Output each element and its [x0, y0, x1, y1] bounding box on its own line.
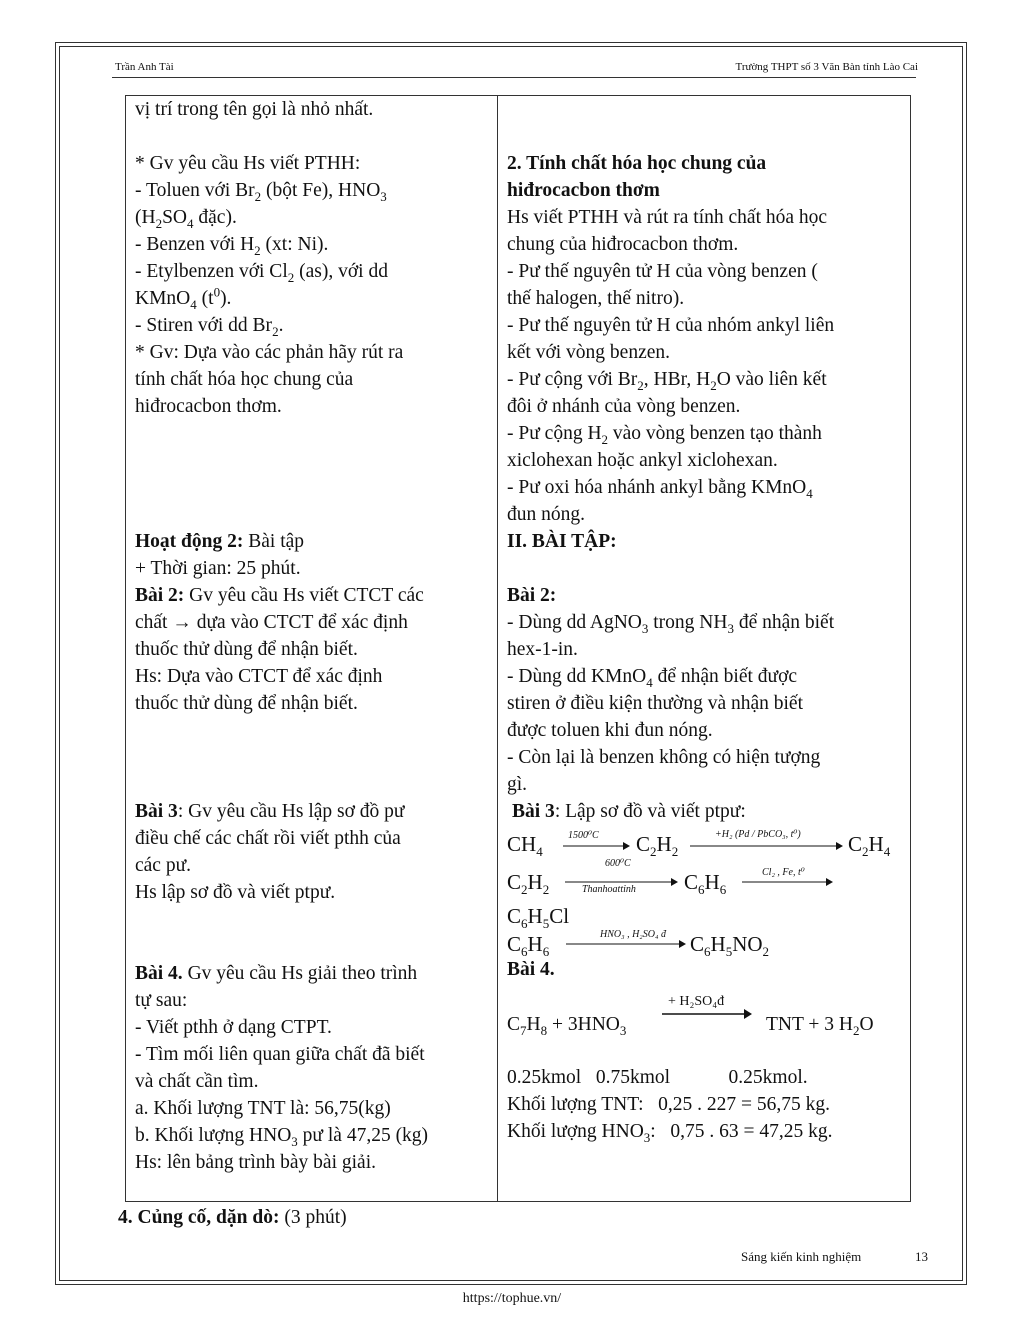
left-line: ($H_2SO_4$ đặc).: [135, 207, 237, 231]
left-line: + Thời gian: 25 phút.: [135, 558, 301, 579]
left-line: - Stiren với dd $Br_2$.: [135, 315, 284, 339]
right-line: Hs viết PTHH và rút ra tính chất hóa học: [507, 207, 828, 228]
left-line: thuốc thử dùng để nhận biết.: [135, 639, 358, 660]
left-line: Hs lập sơ đồ và viết ptpư.: [135, 882, 336, 903]
arrow-condition: Thanhoattinh: [582, 884, 636, 895]
formula-c6h6: $C_6H_6$: [684, 870, 727, 898]
left-line: các pư.: [135, 855, 192, 876]
left-line: Hs: lên bảng trình bày bài giải.: [135, 1152, 376, 1173]
right-line: đôi ở nhánh của vòng benzen.: [507, 396, 741, 417]
left-line: tính chất hóa học chung của: [135, 369, 354, 390]
right-line: stiren ở điều kiện thường và nhận biết: [507, 693, 804, 714]
formula-c2h4: $C_2H_4$: [848, 832, 891, 860]
right-line: - Pư thế nguyên tử H của nhóm ankyl liên: [507, 315, 835, 336]
left-line: Bài 2: Gv yêu cầu Hs viết CTCT các: [135, 585, 424, 606]
arrow-condition: 600⁰C: [605, 858, 631, 869]
reaction-arrow: [662, 1008, 754, 1020]
right-line: - Dùng dd KMnO$_4$ để nhận biết được: [507, 666, 798, 690]
left-line: Hs: Dựa vào CTCT để xác định: [135, 666, 383, 687]
right-line: Khối lượng TNT: 0,25 . 227 = 56,75 kg.: [507, 1094, 831, 1115]
left-line: - Viết pthh ở dạng CTPT.: [135, 1017, 332, 1038]
left-line: hiđrocacbon thơm.: [135, 396, 282, 417]
exercise-heading: II. BÀI TẬP:: [507, 531, 617, 552]
footer-label: Sáng kiến kinh nghiệm: [741, 1249, 862, 1264]
header-school: Trường THPT số 3 Văn Bàn tỉnh Lào Cai: [735, 61, 918, 73]
right-line: chung của hiđrocacbon thơm.: [507, 234, 739, 255]
arrow-condition: +H₂ (Pd / PbCO₃, t⁰): [715, 829, 801, 840]
left-line: - Toluen với $Br_2$ (bột Fe), $HNO_3$: [135, 180, 387, 204]
tnt-equation-right: TNT + 3 $H_2O$: [766, 1014, 874, 1038]
left-line: a. Khối lượng TNT là: 56,75(kg): [135, 1098, 391, 1119]
right-line: - Pư oxi hóa nhánh ankyl bằng KMnO$_4$: [507, 477, 813, 501]
right-line: đun nóng.: [507, 504, 585, 525]
header-author: Trần Anh Tài: [115, 61, 174, 73]
reaction-arrow: [742, 877, 835, 887]
arrow-condition: HNO₃ , H₂SO₄ đ: [600, 929, 666, 940]
left-line: KMnO$_4$ $(t^0)$.: [135, 284, 232, 312]
tnt-equation-left: $C_7H_8 + 3HNO_3$: [507, 1014, 627, 1038]
right-line: Bài 3: Lập sơ đồ và viết ptpư:: [512, 801, 746, 822]
left-line: tự sau:: [135, 990, 188, 1011]
formula-c2h2: $C_2H_2$: [636, 832, 679, 860]
formula-ch4: $CH_4$: [507, 832, 543, 860]
right-line: xiclohexan hoặc ankyl xiclohexan.: [507, 450, 778, 471]
formula-c6h6: $C_6H_6$: [507, 932, 550, 960]
right-heading: 2. Tính chất hóa học chung của: [507, 153, 767, 174]
formula-c2h2: $C_2H_2$: [507, 870, 550, 898]
right-line: - Pư thế nguyên tử H của vòng benzen (: [507, 261, 818, 282]
left-line: vị trí trong tên gọi là nhỏ nhất.: [135, 99, 374, 120]
left-line: - Benzen với $H_2$ (xt: Ni).: [135, 234, 329, 258]
right-line: Khối lượng $HNO_3$: 0,75 . 63 = 47,25 kg.: [507, 1121, 833, 1145]
right-line: - Pư cộng với $Br_2$, HBr, $H_2O$ vào liên kết: [507, 369, 827, 393]
right-line: thế halogen, thế nitro).: [507, 288, 685, 309]
right-line: Bài 4.: [507, 959, 555, 980]
left-line: Bài 3: Gv yêu cầu Hs lập sơ đồ pư: [135, 801, 405, 822]
left-line: chất → dựa vào CTCT để xác định: [135, 612, 408, 633]
footer-url[interactable]: https://tophue.vn/: [462, 1291, 562, 1306]
page-number: 13: [915, 1249, 928, 1264]
left-line: b. Khối lượng $HNO_3$ pư là 47,25 (kg): [135, 1125, 429, 1149]
right-line: Bài 2:: [507, 585, 557, 606]
left-line: - Tìm mối liên quan giữa chất đã biết: [135, 1044, 425, 1065]
right-line: gì.: [507, 774, 528, 795]
left-line: - Etylbenzen với $Cl_2$ (as), với dd: [135, 261, 388, 285]
arrow-condition: + H₂SO₄đ: [668, 994, 725, 1009]
header-rule: [112, 77, 916, 78]
formula-c6h5cl: $C_6H_5Cl$: [507, 904, 570, 932]
arrow-condition: Cl₂ , Fe, t⁰: [762, 867, 805, 878]
right-line: - Dùng dd AgNO$_3$ trong $NH_3$ để nhận biết: [507, 612, 835, 636]
reaction-arrow: [566, 939, 688, 949]
right-line: - Pư cộng $H_2$ vào vòng benzen tạo thành: [507, 423, 822, 447]
section-4-heading: 4. Củng cố, dặn dò: (3 phút): [118, 1207, 347, 1228]
arrow-condition: 1500⁰C: [568, 830, 599, 841]
table-column-divider: [497, 95, 498, 1202]
right-line: 0.25kmol 0.75kmol 0.25kmol.: [507, 1067, 808, 1088]
left-line: và chất cần tìm.: [135, 1071, 259, 1092]
right-line: - Còn lại là benzen không có hiện tượng: [507, 747, 821, 768]
activity-2-heading: Hoạt động 2: Bài tập: [135, 531, 305, 552]
right-line: được toluen khi đun nóng.: [507, 720, 713, 741]
left-line: * Gv: Dựa vào các phản hãy rút ra: [135, 342, 404, 363]
left-line: thuốc thử dùng để nhận biết.: [135, 693, 358, 714]
reaction-arrow: [690, 841, 845, 851]
right-line: kết với vòng benzen.: [507, 342, 671, 363]
right-line: hex-1-in.: [507, 639, 578, 660]
right-heading: hiđrocacbon thơm: [507, 180, 660, 201]
left-line: Bài 4. Gv yêu cầu Hs giải theo trình: [135, 963, 418, 984]
left-line: điều chế các chất rồi viết pthh của: [135, 828, 401, 849]
formula-c6h5no2: $C_6H_5NO_2$: [690, 932, 770, 960]
left-line: * Gv yêu cầu Hs viết PTHH:: [135, 153, 361, 174]
reaction-arrow: [563, 841, 631, 851]
